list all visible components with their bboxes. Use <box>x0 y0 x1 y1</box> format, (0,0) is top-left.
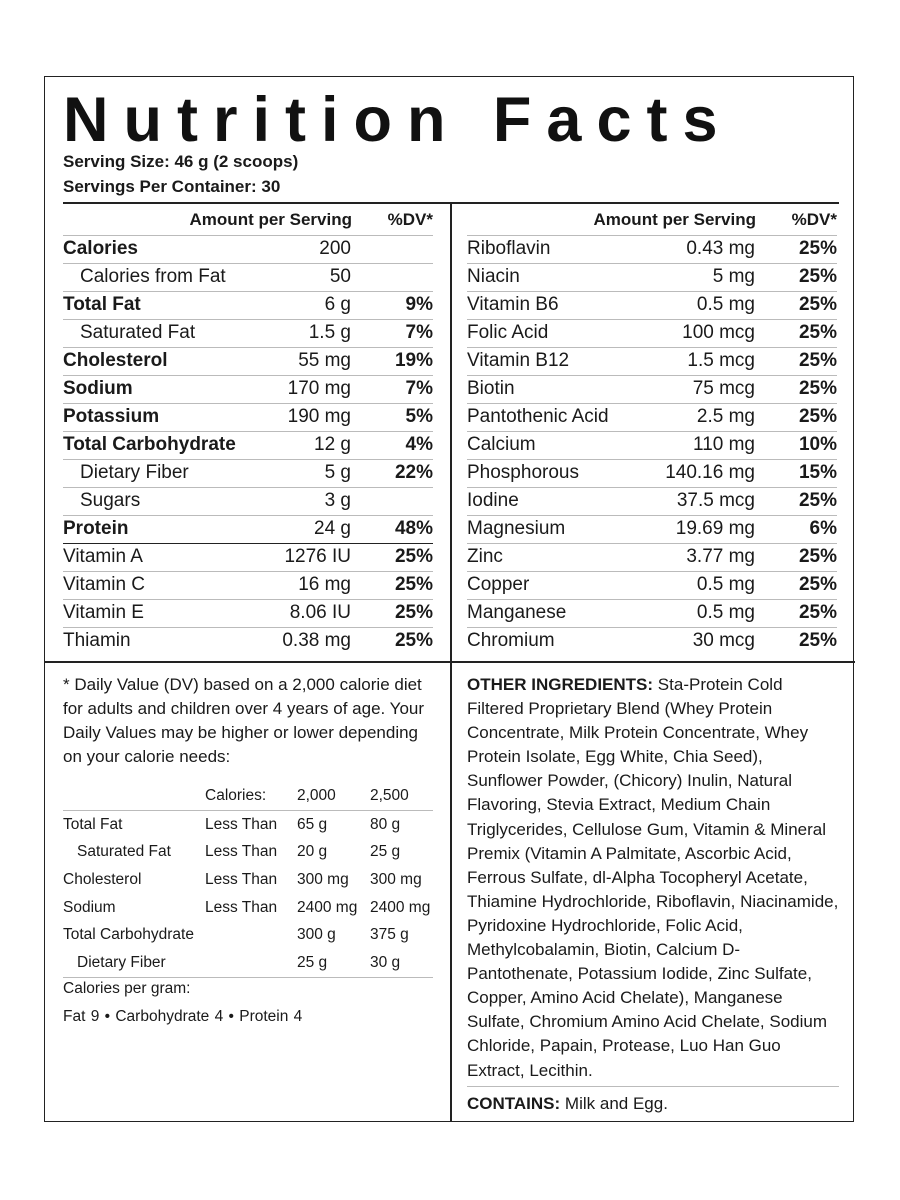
dv-table-cell: 30 g <box>370 954 401 972</box>
servings-per-container: Servings Per Container: 30 <box>63 177 281 196</box>
nutrient-dv: 25% <box>394 546 433 567</box>
dv-header: %DV* <box>387 210 433 229</box>
nutrient-dv: 25% <box>798 630 837 651</box>
allergen-statement <box>467 1094 668 1114</box>
dv-table-cell: Cholesterol <box>63 871 142 889</box>
nutrient-dv: 25% <box>394 630 433 651</box>
nutrient-name: Magnesium <box>467 518 566 539</box>
nutrient-amount: 0.43 mg <box>686 238 755 259</box>
dv-table-cell: 65 g <box>297 815 328 833</box>
nutrient-amount: 6 g <box>324 294 351 315</box>
dv-table-end-rule <box>63 977 433 978</box>
nutrient-dv: 25% <box>798 350 837 371</box>
nutrient-name: Iodine <box>467 490 519 511</box>
nutrient-name: Potassium <box>63 406 160 427</box>
daily-value-footnote: * Daily Value (DV) based on a 2,000 calorie diet for adults and children over 4 years of age. Your Daily Values may be higher or lower depending on your calorie needs: <box>63 675 425 766</box>
dv-table-cell: Dietary Fiber <box>77 954 166 972</box>
nutrient-row <box>467 459 837 487</box>
nutrient-name: Dietary Fiber <box>80 462 189 483</box>
amount-header: Amount per Serving <box>593 210 756 229</box>
nutrient-amount: 110 mg <box>693 434 755 455</box>
nutrient-row <box>467 347 837 375</box>
nutrient-amount: 5 mg <box>712 266 755 287</box>
nutrient-dv: 6% <box>809 518 837 539</box>
contains-label: CONTAINS: <box>467 1094 561 1113</box>
nutrient-name: Total Fat <box>63 294 141 315</box>
dv-table-cell: 2,500 <box>370 787 409 804</box>
nutrient-name: Saturated Fat <box>80 322 196 343</box>
nutrient-dv: 25% <box>798 378 837 399</box>
calories-per-gram-label: Calories per gram: <box>63 980 191 997</box>
nutrient-name: Vitamin B12 <box>467 350 570 371</box>
nutrient-row <box>467 431 837 459</box>
nutrient-dv: 48% <box>394 518 433 539</box>
nutrient-amount: 37.5 mcg <box>676 490 755 511</box>
nutrient-row <box>467 571 837 599</box>
nutrient-amount: 50 <box>329 266 351 287</box>
nutrient-row <box>467 291 837 319</box>
nutrient-amount: 8.06 IU <box>289 602 351 623</box>
nutrient-name: Phosphorous <box>467 462 579 483</box>
dv-table-cell: 80 g <box>370 815 401 833</box>
nutrient-dv: 19% <box>394 350 433 371</box>
nutrient-row <box>467 263 837 291</box>
other-ingredients-label: OTHER INGREDIENTS: <box>467 675 654 694</box>
nutrient-dv: 10% <box>798 434 837 455</box>
nutrient-row <box>63 291 433 319</box>
nutrient-amount: 0.5 mg <box>696 602 755 623</box>
nutrient-dv: 25% <box>798 602 837 623</box>
nutrient-dv: 25% <box>798 322 837 343</box>
nutrient-row <box>63 599 433 627</box>
nutrient-amount: 0.5 mg <box>696 294 755 315</box>
dv-table-cell: 300 mg <box>297 871 349 889</box>
nutrient-row <box>63 487 433 515</box>
nutrient-name: Sugars <box>80 490 141 511</box>
nutrient-amount: 200 <box>319 238 351 259</box>
nutrient-name: Zinc <box>467 546 503 567</box>
amount-header: Amount per Serving <box>189 210 352 229</box>
nutrient-name: Calcium <box>467 434 536 455</box>
nutrient-name: Vitamin E <box>63 602 144 623</box>
nutrient-amount: 12 g <box>314 434 351 455</box>
nutrient-row <box>467 319 837 347</box>
nutrient-row <box>63 263 433 291</box>
nutrient-amount: 140.16 mg <box>665 462 755 483</box>
other-ingredients-text: Sta-Protein Cold Filtered Proprietary Blend (Whey Protein Concentrate, Milk Protein Concentrate, Whey Protein Isolate, Egg White, Chia Seed), Sunflower Powder, (Chicory) Inulin, Natural Flavoring, Stevia Extract, Medium Chain Triglycerides, Cellulose Gum, Vitamin & Mineral Premix (Vitamin A Palmitate, Ascorbic Acid, Ferrous Sulfate, dl-Alpha Tocopheryl Acetate, Thiamine Hydrochloride, Riboflavin, Niacinamide, Pyridoxine Hydrochloride, Folic Acid, Methylcobalamin, Biotin, Calcium D-Pantothenate, Potassium Iodide, Zinc Sulfate, Copper, Amino Acid Chelate), Manganese Sulfate, Chromium Amino Acid Chelate, Sodium Chloride, Papain, Protease, Luo Han Guo Extract, Lecithin. <box>467 675 839 1080</box>
nutrient-row <box>63 459 433 487</box>
nutrient-amount: 75 mcg <box>692 378 755 399</box>
nutrient-row <box>63 235 433 263</box>
dv-table-cell: 300 mg <box>370 871 422 889</box>
nutrient-dv: 4% <box>405 434 433 455</box>
dv-table-row <box>63 894 433 922</box>
nutrient-row <box>467 543 837 571</box>
nutrient-amount: 0.38 mg <box>282 630 351 651</box>
nutrient-column-left <box>63 203 433 655</box>
column-header <box>63 203 433 235</box>
nutrient-name: Calories <box>63 238 138 259</box>
nutrient-row <box>467 235 837 263</box>
contains-rule <box>467 1086 839 1087</box>
nutrient-row <box>467 627 837 655</box>
dv-table-cell: 375 g <box>370 926 409 944</box>
nutrient-row <box>63 431 433 459</box>
nutrient-name: Cholesterol <box>63 350 168 371</box>
other-ingredients <box>467 673 839 1083</box>
dv-table-cell: 20 g <box>297 843 328 861</box>
nutrient-amount: 3 g <box>324 490 351 511</box>
dv-table-cell: Sodium <box>63 898 116 916</box>
dv-table-cell: Total Carbohydrate <box>63 926 194 944</box>
dv-table-cell: 25 g <box>297 954 328 972</box>
nutrient-dv: 22% <box>394 462 433 483</box>
contains-text: Milk and Egg. <box>564 1094 668 1113</box>
nutrient-name: Riboflavin <box>467 238 551 259</box>
nutrient-row <box>63 627 433 655</box>
nutrient-amount: 170 mg <box>287 378 351 399</box>
dv-table-cell: Less Than <box>205 871 278 889</box>
nutrient-name: Vitamin A <box>63 546 143 567</box>
nutrient-name: Vitamin C <box>63 574 146 595</box>
nutrient-row <box>467 487 837 515</box>
dv-header: %DV* <box>791 210 837 229</box>
dv-table-row <box>63 782 433 810</box>
dv-table-row <box>63 866 433 894</box>
nutrient-dv: 25% <box>798 490 837 511</box>
nutrient-amount: 16 mg <box>298 574 351 595</box>
dv-table-row <box>63 921 433 949</box>
dv-table-cell: Less Than <box>205 898 278 916</box>
nutrient-amount: 190 mg <box>287 406 351 427</box>
nutrient-row <box>467 403 837 431</box>
nutrient-column-right <box>467 203 837 655</box>
nutrient-dv: 25% <box>798 266 837 287</box>
dv-table-cell: Calories: <box>205 787 267 804</box>
nutrient-dv: 25% <box>798 574 837 595</box>
nutrient-row <box>467 375 837 403</box>
dv-table-cell: Less Than <box>205 815 278 833</box>
nutrient-row <box>63 319 433 347</box>
nutrient-name: Chromium <box>467 630 555 651</box>
nutrient-amount: 3.77 mg <box>686 546 755 567</box>
dv-table-cell: 25 g <box>370 843 401 861</box>
nutrient-name: Vitamin B6 <box>467 294 559 315</box>
nutrient-dv: 7% <box>405 378 433 399</box>
nutrient-row <box>63 543 433 571</box>
nutrient-amount: 1.5 g <box>308 322 351 343</box>
nutrient-amount: 0.5 mg <box>696 574 755 595</box>
nutrient-dv: 9% <box>405 294 433 315</box>
nutrient-row <box>63 515 433 543</box>
nutrient-name: Total Carbohydrate <box>63 434 236 455</box>
column-divider <box>450 203 452 1122</box>
nutrient-row <box>63 347 433 375</box>
dv-table-cell: Saturated Fat <box>77 843 171 861</box>
calories-per-gram: Fat 9 • Carbohydrate 4 • Protein 4 <box>63 1008 303 1025</box>
dv-table-cell: 300 g <box>297 926 336 944</box>
nutrient-amount: 19.69 mg <box>675 518 755 539</box>
nutrient-amount: 24 g <box>314 518 351 539</box>
nutrient-dv: 7% <box>405 322 433 343</box>
nutrient-amount: 2.5 mg <box>696 406 755 427</box>
nutrient-dv: 25% <box>798 294 837 315</box>
dv-table-cell: 2400 mg <box>297 898 358 916</box>
nutrient-amount: 5 g <box>324 462 351 483</box>
nutrient-name: Calories from Fat <box>80 266 226 287</box>
nutrient-name: Manganese <box>467 602 567 623</box>
dv-table-cell: Less Than <box>205 843 278 861</box>
section-rule <box>45 661 855 663</box>
nutrient-name: Protein <box>63 518 129 539</box>
nutrient-name: Pantothenic Acid <box>467 406 609 427</box>
label-title: Nutrition Facts <box>63 85 733 155</box>
dv-table-cell: Total Fat <box>63 815 123 833</box>
daily-value-table <box>63 782 433 978</box>
dv-table-cell: 2,000 <box>297 787 336 804</box>
nutrient-dv: 25% <box>394 602 433 623</box>
nutrient-name: Thiamin <box>63 630 131 651</box>
nutrient-amount: 100 mcg <box>682 322 755 343</box>
nutrient-dv: 25% <box>798 406 837 427</box>
dv-table-row <box>63 810 433 839</box>
nutrient-row <box>467 599 837 627</box>
nutrient-amount: 30 mcg <box>692 630 755 651</box>
nutrition-facts-label <box>44 76 854 1122</box>
nutrient-name: Copper <box>467 574 530 595</box>
nutrient-dv: 15% <box>798 462 837 483</box>
nutrient-amount: 1.5 mcg <box>687 350 755 371</box>
nutrient-dv: 25% <box>798 238 837 259</box>
nutrient-dv: 25% <box>394 574 433 595</box>
nutrient-row <box>63 375 433 403</box>
nutrient-row <box>467 515 837 543</box>
dv-table-row <box>63 949 433 977</box>
nutrient-name: Biotin <box>467 378 515 399</box>
nutrient-dv: 5% <box>405 406 433 427</box>
column-header <box>467 203 837 235</box>
dv-table-cell: 2400 mg <box>370 898 431 916</box>
nutrient-name: Folic Acid <box>467 322 549 343</box>
nutrient-row <box>63 403 433 431</box>
nutrient-name: Niacin <box>467 266 520 287</box>
nutrient-name: Sodium <box>63 378 133 399</box>
serving-size: Serving Size: 46 g (2 scoops) <box>63 152 299 171</box>
nutrient-row <box>63 571 433 599</box>
nutrient-amount: 55 mg <box>298 350 351 371</box>
serving-info <box>63 149 298 199</box>
dv-table-row <box>63 838 433 866</box>
nutrient-dv: 25% <box>798 546 837 567</box>
nutrient-amount: 1276 IU <box>284 546 351 567</box>
